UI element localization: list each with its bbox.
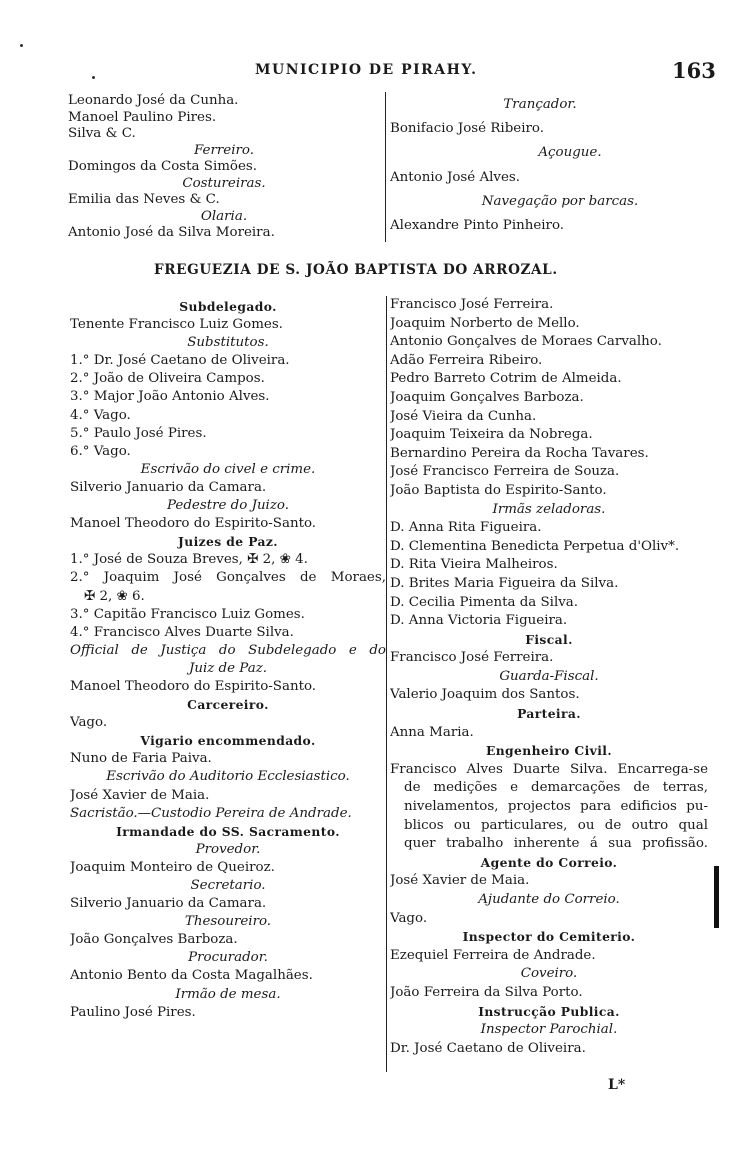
entry: José Francisco Ferreira de Souza. <box>390 464 620 480</box>
entry-continuation: quer trabalho inherente á sua profissão. <box>404 836 708 852</box>
entry: Francisco Alves Duarte Silva. Encarrega-se <box>390 761 708 777</box>
entry: João Ferreira da Silva Porto. <box>390 984 583 1000</box>
entry: Adão Ferreira Ribeiro. <box>390 352 543 368</box>
section-heading: Ferreiro. <box>194 142 254 158</box>
signature-mark: L* <box>608 1077 626 1093</box>
entry: Ezequiel Ferreira de Andrade. <box>390 947 596 963</box>
section-heading: Açougue. <box>538 145 602 161</box>
section-heading: Olaria. <box>200 208 248 224</box>
section-heading: Escrivão do Auditorio Ecclesiastico. <box>106 769 350 785</box>
entry: Joaquim Teixeira da Nobrega. <box>390 427 593 443</box>
section-heading: Carcereiro. <box>187 697 269 713</box>
section-heading: Substitutos. <box>187 335 269 351</box>
margin-mark <box>714 866 719 928</box>
column-rule-main <box>386 296 387 1072</box>
entry: Valerio Joaquim dos Santos. <box>390 687 580 703</box>
entry: 5.° Paulo José Pires. <box>70 425 207 441</box>
ink-speck <box>20 44 23 47</box>
entry: José Vieira da Cunha. <box>390 408 537 424</box>
section-heading: Navegação por barcas. <box>481 193 639 209</box>
entry: 3.° Capitão Francisco Luiz Gomes. <box>70 606 305 622</box>
header-title: MUNICIPIO DE PIRAHY. <box>255 62 478 78</box>
section-heading: Coveiro. <box>520 966 578 982</box>
entry: Leonardo José da Cunha. <box>68 93 239 108</box>
section-heading: Agente do Correio. <box>480 854 618 870</box>
entry: Joaquim Norberto de Mello. <box>390 315 580 331</box>
entry: Silverio Januario da Camara. <box>70 479 267 495</box>
ink-speck <box>92 76 95 79</box>
entry: Manoel Theodoro do Espirito-Santo. <box>70 516 317 532</box>
entry: D. Clementina Benedicta Perpetua d'Oliv*. <box>390 538 680 554</box>
entry: 4.° Francisco Alves Duarte Silva. <box>70 624 294 640</box>
entry: 1.° José de Souza Breves, ✠ 2, ❀ 4. <box>70 552 308 568</box>
section-heading: Irmão de mesa. <box>175 986 281 1002</box>
entry: Vago. <box>390 910 428 926</box>
top-right-column <box>390 93 690 238</box>
entry: D. Anna Victoria Figueira. <box>390 613 568 629</box>
section-heading: Procurador. <box>188 950 268 966</box>
section-heading: Instrucção Publica. <box>478 1003 620 1019</box>
entry: D. Anna Rita Figueira. <box>390 520 542 536</box>
entry: D. Rita Vieira Malheiros. <box>390 557 558 573</box>
entry: 2.° João de Oliveira Campos. <box>70 371 265 387</box>
entry-continuation: ✠ 2, ❀ 6. <box>84 588 145 604</box>
section-heading: Inspector do Cemiterio. <box>462 929 636 945</box>
entry: Silverio Januario da Camara. <box>70 896 267 912</box>
section-heading: Provedor. <box>195 841 261 857</box>
section-heading: Thesoureiro. <box>184 914 272 930</box>
entry: Emilia das Neves & C. <box>68 192 220 207</box>
entry: João Baptista do Espirito-Santo. <box>390 482 607 498</box>
entry: Paulino José Pires. <box>70 1004 196 1020</box>
entry: Joaquim Monteiro de Queiroz. <box>70 859 275 875</box>
entry: Antonio Gonçalves de Moraes Carvalho. <box>390 334 662 350</box>
section-heading: Juizes de Paz. <box>178 534 278 550</box>
entry: Domingos da Costa Simões. <box>68 159 258 174</box>
section-heading: Vigario encommendado. <box>140 733 316 749</box>
entry-continuation: de medições e demarcações de terras, <box>404 780 708 796</box>
section-heading: Escrivão do civel e crime. <box>140 461 316 477</box>
section-heading: Inspector Parochial. <box>480 1022 618 1038</box>
page-number: 163 <box>672 58 716 83</box>
entry: 4.° Vago. <box>70 407 131 423</box>
section-heading: Irmandade do SS. Sacramento. <box>116 823 340 839</box>
top-left-column <box>68 93 380 242</box>
parish-title: FREGUEZIA DE S. JOÃO BAPTISTA DO ARROZAL. <box>154 262 558 278</box>
entry: Manoel Paulino Pires. <box>68 109 217 125</box>
entry-continuation: blicos ou particulares, ou de outro qual <box>404 817 708 833</box>
running-header <box>0 58 747 84</box>
section-heading: Engenheiro Civil. <box>485 743 613 759</box>
section-heading: Guarda-Fiscal. <box>499 668 599 684</box>
entry: D. Brites Maria Figueira da Silva. <box>390 575 619 591</box>
section-heading: Juiz de Paz. <box>188 660 268 676</box>
entry: D. Cecilia Pimenta da Silva. <box>390 594 579 610</box>
main-right-column <box>390 296 708 1058</box>
main-left-column <box>70 298 386 1022</box>
entry: 6.° Vago. <box>70 443 131 459</box>
entry: Anna Maria. <box>390 724 474 740</box>
entry: 3.° Major João Antonio Alves. <box>70 389 270 405</box>
section-heading: Costureiras. <box>182 175 266 191</box>
column-rule-top <box>385 92 386 242</box>
entry: Sacristão.—Custodio Pereira de Andrade. <box>70 805 352 821</box>
entry: Francisco José Ferreira. <box>390 297 554 312</box>
entry: 1.° Dr. José Caetano de Oliveira. <box>70 353 290 369</box>
section-heading: Official de Justiça do Subdelegado e do <box>70 642 386 658</box>
entry: Antonio Bento da Costa Magalhães. <box>70 968 313 984</box>
entry-continuation: nivelamentos, projectos para edificios pu- <box>404 799 708 815</box>
entry: Bernardino Pereira da Rocha Tavares. <box>390 445 649 461</box>
entry: José Xavier de Maia. <box>70 787 210 803</box>
entry: Nuno de Faria Paiva. <box>70 751 212 767</box>
entry: Silva & C. <box>68 126 136 141</box>
entry: Vago. <box>70 715 108 731</box>
entry: Antonio José Alves. <box>390 169 521 185</box>
section-heading: Ajudante do Correio. <box>478 892 620 907</box>
section-heading: Parteira. <box>517 706 581 722</box>
entry: Joaquim Gonçalves Barboza. <box>390 389 584 405</box>
entry: Pedro Barreto Cotrim de Almeida. <box>390 371 622 387</box>
section-heading: Subdelegado. <box>179 299 277 314</box>
entry: João Gonçalves Barboza. <box>70 932 238 948</box>
entry: Alexandre Pinto Pinheiro. <box>390 218 565 234</box>
entry: 2.° Joaquim José Gonçalves de Moraes, <box>70 570 386 586</box>
section-heading: Irmãs zeladoras. <box>492 501 606 517</box>
entry: José Xavier de Maia. <box>390 873 530 889</box>
entry: Bonifacio José Ribeiro. <box>390 121 544 137</box>
section-heading: Secretario. <box>190 878 266 893</box>
section-heading: Pedestre do Juizo. <box>167 498 289 514</box>
entry: Antonio José da Silva Moreira. <box>68 225 275 240</box>
entry: Dr. José Caetano de Oliveira. <box>390 1040 586 1056</box>
section-heading: Fiscal. <box>525 631 573 647</box>
section-heading: Trançador. <box>503 97 577 112</box>
entry: Francisco José Ferreira. <box>390 650 554 666</box>
entry: Manoel Theodoro do Espirito-Santo. <box>70 678 317 694</box>
entry: Tenente Francisco Luiz Gomes. <box>70 317 283 333</box>
